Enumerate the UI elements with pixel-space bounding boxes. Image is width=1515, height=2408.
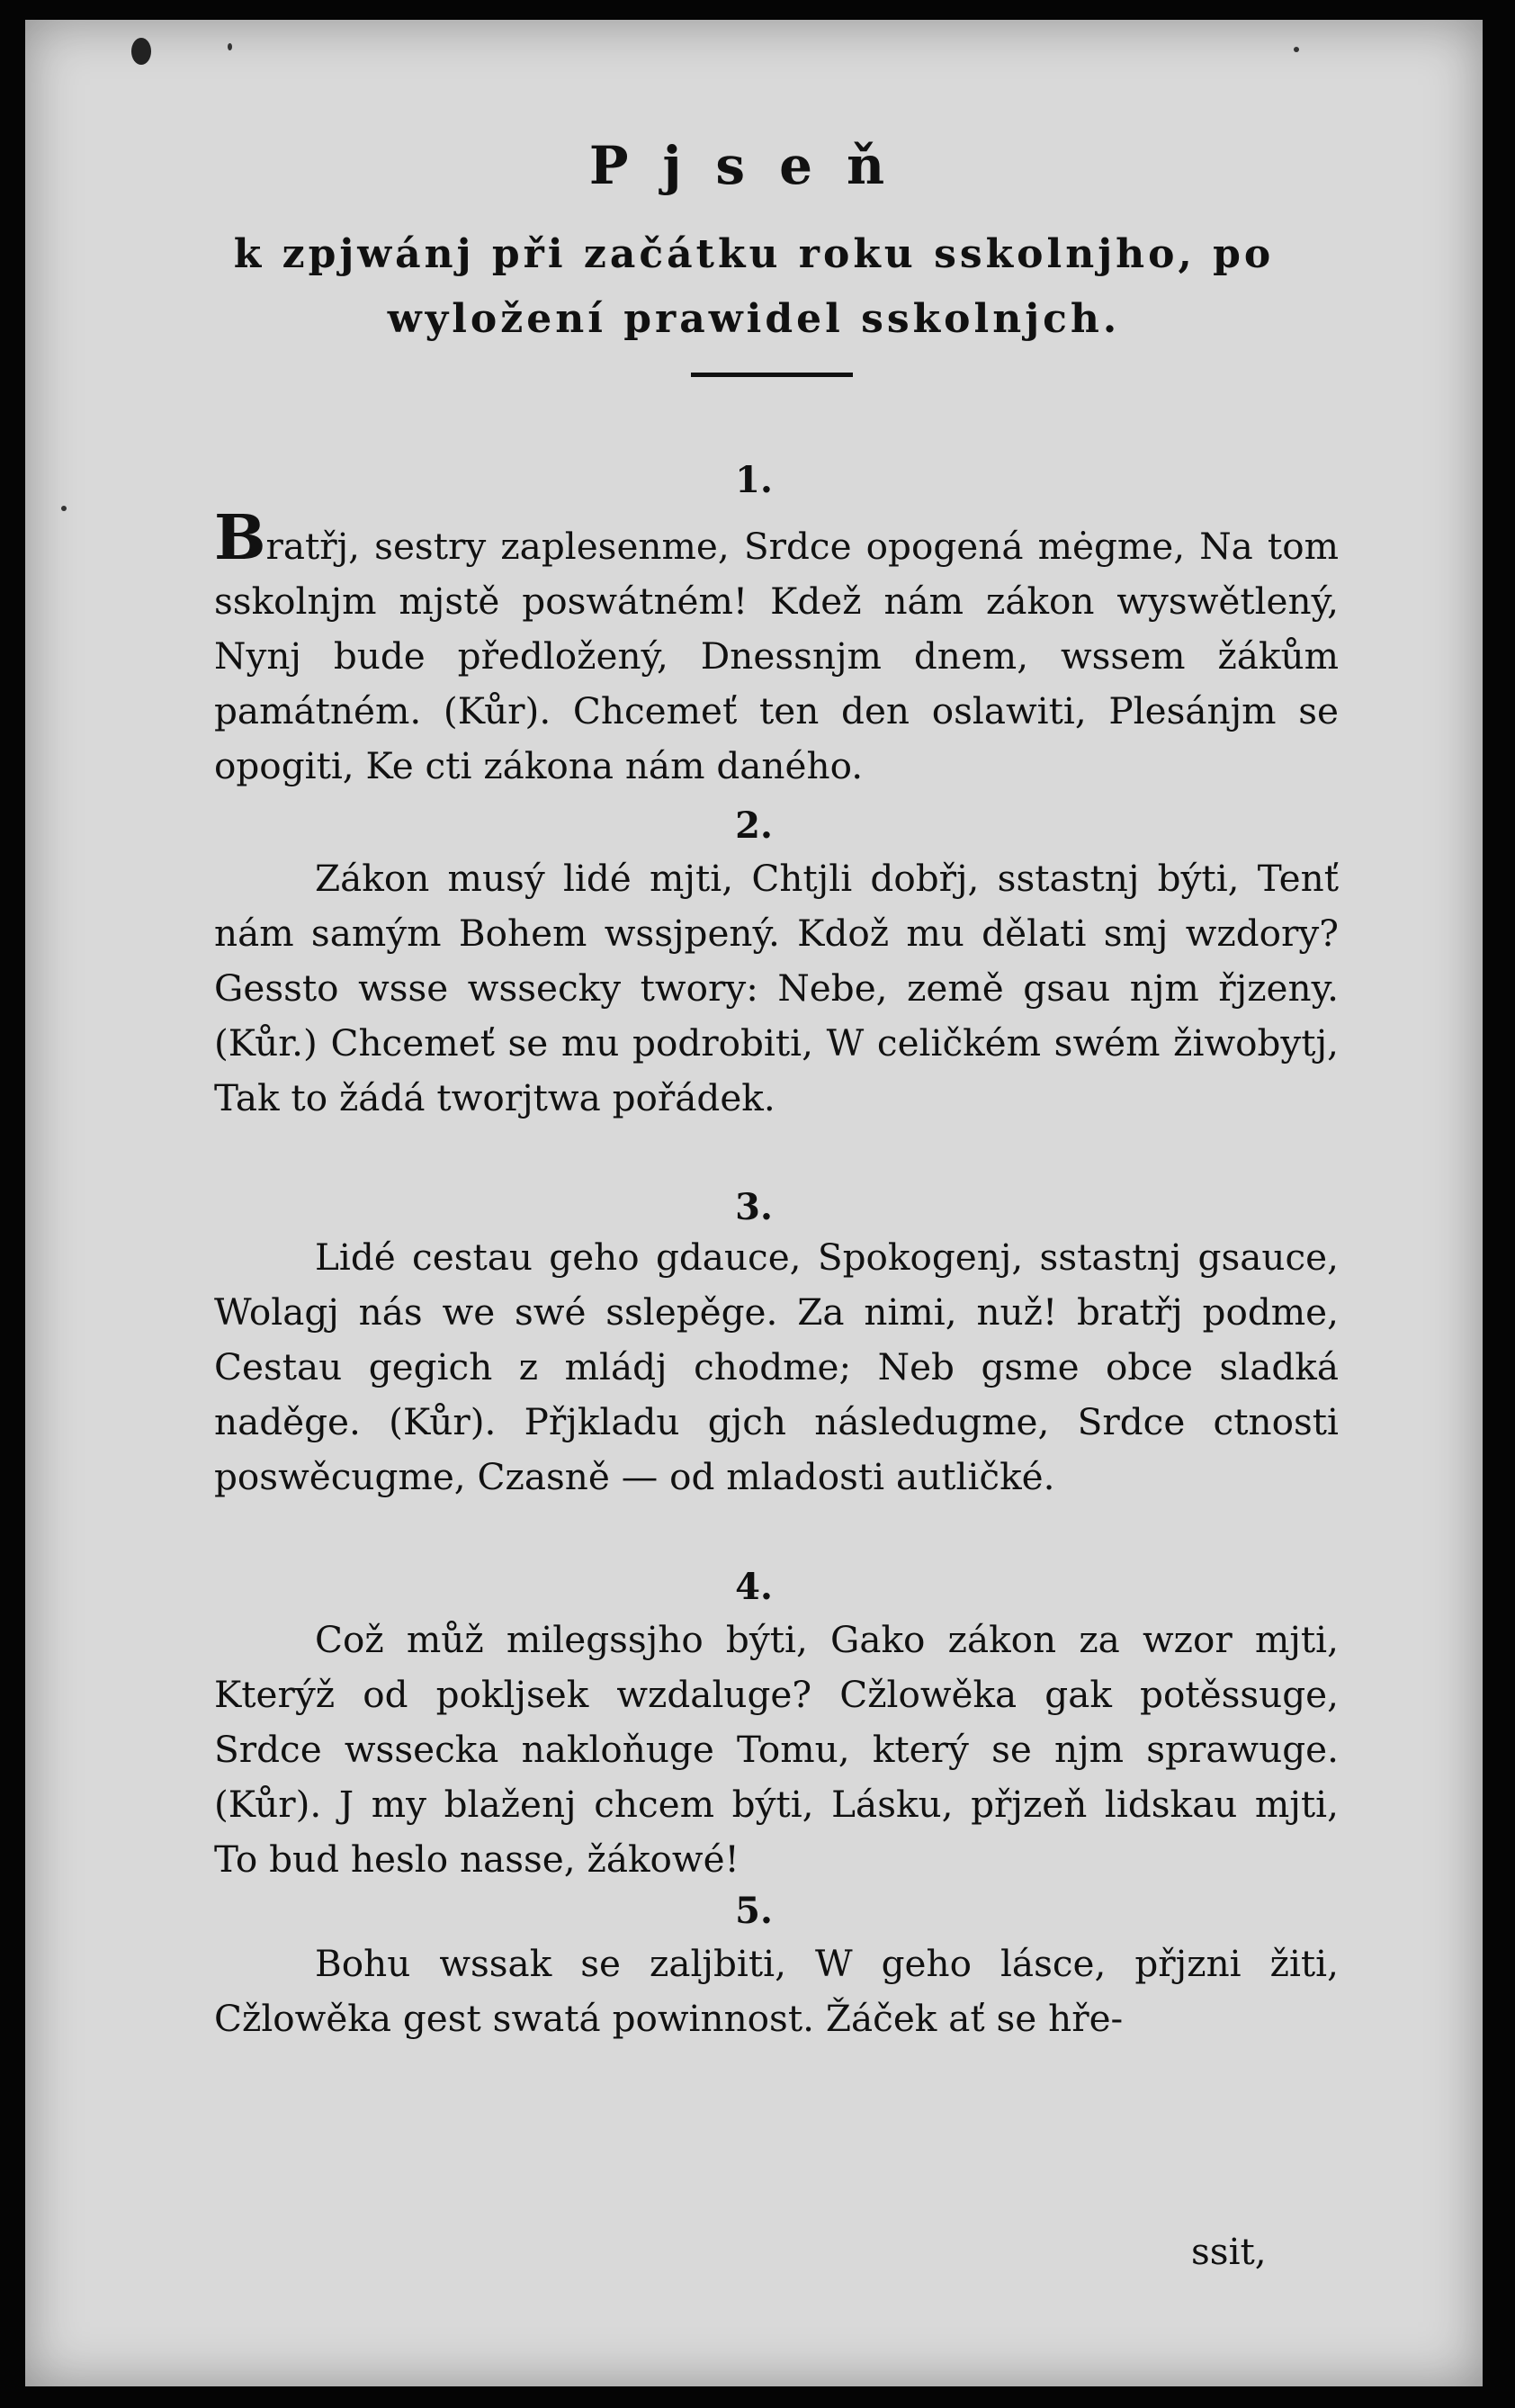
verse-text: Bohu wssak se zaljbiti, W geho lásce, přjzni žiti, Cžlowěka gest swatá powinnost. Žáček ať se hře- bbox=[214, 1942, 1339, 2040]
divider-rule bbox=[691, 373, 853, 377]
document-page bbox=[25, 20, 1483, 2386]
catchword: ssit, bbox=[1191, 2230, 1267, 2273]
page-subtitle: k zpjwánj při začátku roku sskolnjho, po wyložení prawidel sskolnjch. bbox=[233, 231, 1275, 342]
ink-speck bbox=[1294, 47, 1299, 52]
ink-speck bbox=[228, 43, 232, 50]
page-title: Pjseň bbox=[588, 135, 919, 196]
drop-cap: B bbox=[214, 502, 266, 574]
verse-number: 2. bbox=[735, 804, 773, 847]
verse-text: Zákon musý lidé mjti, Chtjli dobřj, sstastnj býti, Tenť nám samým Bohem wssjpený. Kdož mu dělati smj wzdory? Gessto wsse wssecky twory: Nebe, země gsau njm řjzeny. (Kůr.) Chcemeť se mu podrobiti, W celičkém swém žiwobytj, Tak to žádá tworjtwa pořádek. bbox=[214, 857, 1339, 1119]
verse-text: Což můž milegssjho býti, Gako zákon za wzor mjti, Kterýž od pokljsek wzdaluge? Cžlowěka gak potěssuge, Srdce wssecka nakloňuge Tomu, který se njm sprawuge. (Kůr). J my blaženj chcem býti, Lásku, přjzeň lidskau mjti, To bud heslo nasse, žákowé! bbox=[214, 1618, 1339, 1881]
verse-body: ratřj, sestry zaplesenme, Srdce opogená mėgme, Na tom sskolnjm mjstě poswátném! Kdež nám zákon wyswětlený, Nynj bude předložený, Dnessnjm dnem, wssem žákům památném. (Kůr). Chcemeť ten den oslawiti, Plesánjm se opogiti, Ke cti zákona nám daného. bbox=[214, 525, 1339, 787]
verse-number: 1. bbox=[735, 459, 773, 501]
verse-number: 4. bbox=[735, 1566, 773, 1608]
ink-blot bbox=[131, 38, 151, 65]
ink-speck bbox=[61, 506, 67, 511]
verse-text: Lidé cestau geho gdauce, Spokogenj, sstastnj gsauce, Wolagj nás we swé sslepěge. Za nimi, nuž! bratřj podme, Cestau gegich z mládj chodme; Neb gsme obce sladká naděge. (Kůr). Přjkladu gjch následugme, Srdce ctnosti poswěcugme, Czasně — od mladosti autličké. bbox=[214, 1235, 1339, 1498]
verse-number: 5. bbox=[735, 1890, 773, 1932]
verse-text bbox=[214, 502, 1339, 794]
verse-number: 3. bbox=[735, 1186, 773, 1228]
